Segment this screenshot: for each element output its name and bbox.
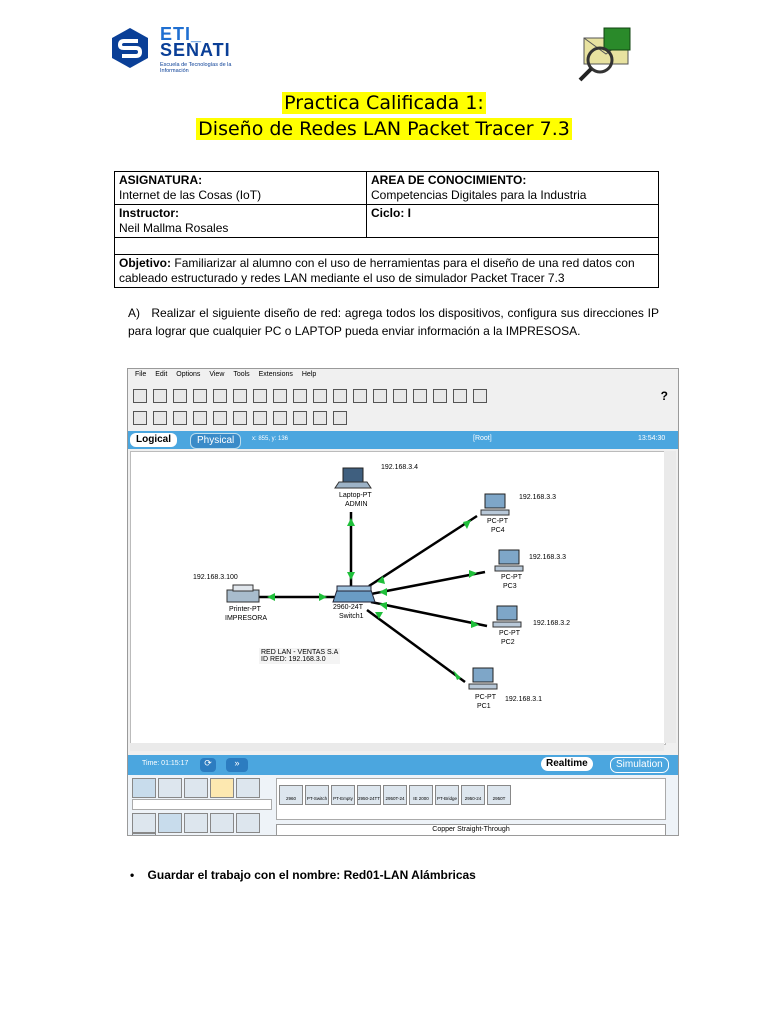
empty-row xyxy=(115,238,659,255)
menu-file[interactable]: File xyxy=(135,371,147,378)
page-title-line1: Practica Calificada 1: xyxy=(284,92,484,114)
laptop-name: ADMIN xyxy=(345,501,368,508)
printer-ip: 192.168.3.100 xyxy=(193,574,238,581)
device-panel xyxy=(128,775,678,835)
asignatura-cell xyxy=(115,172,367,205)
security-icon[interactable] xyxy=(236,813,260,833)
link-pc3 xyxy=(371,572,485,594)
drawing-palette-icon[interactable] xyxy=(393,389,407,403)
printer-name: IMPRESORA xyxy=(225,615,268,622)
main-toolbar xyxy=(130,385,679,405)
device-subcategory-row xyxy=(132,813,272,831)
menu-view[interactable]: View xyxy=(209,371,225,378)
custom-device-icon[interactable] xyxy=(413,389,427,403)
notes-icon[interactable] xyxy=(433,389,447,403)
pc1-ip: 192.168.3.1 xyxy=(505,696,542,703)
printer-type: Printer-PT xyxy=(229,606,261,613)
new-file-icon[interactable] xyxy=(133,389,147,403)
ciclo-label: Ciclo: I xyxy=(371,206,412,220)
components-icon[interactable] xyxy=(184,778,208,798)
edit-toolbar xyxy=(130,407,679,427)
instructor-cell xyxy=(115,205,367,238)
add-complex-pdu-icon[interactable] xyxy=(333,411,347,425)
misc-icon[interactable] xyxy=(236,778,260,798)
laptop-icon xyxy=(335,468,371,488)
pc1-icon xyxy=(469,668,497,689)
info-table xyxy=(114,171,659,288)
horizontal-scrollbar[interactable] xyxy=(130,743,664,751)
print-icon[interactable] xyxy=(213,389,227,403)
clock: 13:54:30 xyxy=(638,435,666,442)
printer-icon xyxy=(227,585,259,602)
model-2960[interactable]: 2960 xyxy=(279,785,303,805)
note-line2: ID RED: 192.168.3.0 xyxy=(261,656,326,663)
logo-subtitle: Escuela de Tecnologías de la Información xyxy=(160,62,232,74)
copy-icon[interactable] xyxy=(253,389,267,403)
pc3-type: PC-PT xyxy=(501,574,522,581)
pc1-type: PC-PT xyxy=(475,694,496,701)
switch-name: Switch1 xyxy=(339,613,364,620)
pc3-name: PC3 xyxy=(503,583,517,590)
packet-tracer-window xyxy=(127,368,679,836)
model-2950t[interactable]: 2950T xyxy=(487,785,511,805)
senati-logo xyxy=(108,22,248,84)
switches-icon[interactable] xyxy=(158,813,182,833)
area-value: Competencias Digitales para la Industria xyxy=(371,188,587,202)
model-2950t-24[interactable]: 2950T-24 xyxy=(383,785,407,805)
network-devices-icon[interactable] xyxy=(132,778,156,798)
switch-models-row xyxy=(279,785,513,805)
rectangle-icon[interactable] xyxy=(253,411,267,425)
ciclo-cell xyxy=(367,205,659,238)
area-cell xyxy=(367,172,659,205)
menu-tools[interactable]: Tools xyxy=(233,371,250,378)
page-title-line2: Diseño de Redes LAN Packet Tracer 7.3 xyxy=(198,118,570,140)
pc3-ip: 192.168.3.3 xyxy=(529,554,566,561)
workspace-bar xyxy=(128,431,678,449)
resize-icon[interactable] xyxy=(193,411,207,425)
senati-logo-icon xyxy=(108,26,152,70)
simulation-button[interactable]: Simulation xyxy=(610,757,669,773)
note-line1: RED LAN - VENTAS S.A xyxy=(261,649,339,656)
topology-diagram xyxy=(131,452,665,744)
logo-line2: SENATI xyxy=(160,40,231,60)
model-pt-empty[interactable]: PT-Empty xyxy=(331,785,355,805)
pc4-name: PC4 xyxy=(491,527,505,534)
switch-icon xyxy=(333,586,375,602)
asignatura-value: Internet de las Cosas (IoT) xyxy=(119,188,262,202)
laptop-ip: 192.168.3.4 xyxy=(381,464,418,471)
menu-help[interactable]: Help xyxy=(301,371,317,378)
pc4-type: PC-PT xyxy=(487,518,508,525)
save-instruction-text: Guardar el trabajo con el nombre: Red01-LAN Alámbricas xyxy=(147,868,476,882)
pc3-icon xyxy=(495,550,523,571)
routers-icon[interactable] xyxy=(132,813,156,833)
sim-time: Time: 01:15:17 xyxy=(142,760,189,767)
cable-type-label: Copper Straight-Through xyxy=(276,824,666,836)
logical-canvas[interactable] xyxy=(130,451,666,745)
save-instruction xyxy=(130,868,476,882)
cloud-icon[interactable] xyxy=(473,389,487,403)
power-cycle-icon[interactable]: ⟳ xyxy=(200,758,216,772)
pc2-icon xyxy=(493,606,521,627)
menu-edit[interactable]: Edit xyxy=(155,371,168,378)
instruction-paragraph xyxy=(128,304,659,340)
objetivo-label: Objetivo: xyxy=(119,256,172,270)
device-category-row xyxy=(132,778,272,796)
line-icon[interactable] xyxy=(233,411,247,425)
inspect-icon[interactable] xyxy=(153,411,167,425)
model-ie-2000[interactable]: IE 2000 xyxy=(409,785,433,805)
pc2-type: PC-PT xyxy=(499,630,520,637)
paste-icon[interactable] xyxy=(273,389,287,403)
end-devices-icon[interactable] xyxy=(158,778,182,798)
realtime-button[interactable]: Realtime xyxy=(541,757,593,771)
laptop-type: Laptop-PT xyxy=(339,492,372,499)
model-pt-bridge[interactable]: PT-Bridge xyxy=(435,785,459,805)
instruction-text: Realizar el siguiente diseño de red: agrega todos los dispositivos, configura sus direcciones IP para lograr que cualquier PC o LAPTOP pueda enviar información a la IMPRESOSA. xyxy=(128,306,659,338)
link-pc1 xyxy=(367,610,465,682)
objetivo-text: Familiarizar al alumno con el uso de herramientas para el diseño de una red datos con cableado estructurado y redes LAN mediante el uso de simulador Packet Tracer 7.3 xyxy=(119,256,635,285)
cursor-coords: x: 855, y: 136 xyxy=(252,436,289,442)
pc4-ip: 192.168.3.3 xyxy=(519,494,556,501)
pc2-ip: 192.168.3.2 xyxy=(533,620,570,627)
link-pc2 xyxy=(371,602,487,626)
bullet-glyph: • xyxy=(130,868,135,882)
vertical-scrollbar[interactable] xyxy=(664,451,676,743)
connections-icon[interactable] xyxy=(210,778,234,798)
objetivo-cell xyxy=(115,255,659,288)
freeform-icon[interactable] xyxy=(293,411,307,425)
pc1-name: PC1 xyxy=(477,703,491,710)
redo-icon[interactable] xyxy=(313,389,327,403)
wizard-icon[interactable] xyxy=(233,389,247,403)
network-note xyxy=(259,648,340,664)
ellipse-icon[interactable] xyxy=(273,411,287,425)
zoom-reset-icon[interactable] xyxy=(353,389,367,403)
viewport-icon[interactable] xyxy=(453,389,467,403)
switch-type: 2960-24T xyxy=(333,604,363,611)
open-folder-icon[interactable] xyxy=(153,389,167,403)
tab-logical[interactable]: Logical xyxy=(130,433,177,447)
save-as-icon[interactable] xyxy=(193,389,207,403)
instructor-label: Instructor: xyxy=(119,206,179,220)
zoom-out-icon[interactable] xyxy=(373,389,387,403)
zoom-in-icon[interactable] xyxy=(333,389,347,403)
menu-extensions[interactable]: Extensions xyxy=(258,371,293,378)
add-simple-pdu-icon[interactable] xyxy=(313,411,327,425)
pc4-icon xyxy=(481,494,509,515)
menu-bar xyxy=(128,371,678,385)
menu-options[interactable]: Options xyxy=(176,371,201,378)
switch-models-list xyxy=(276,778,666,820)
undo-icon[interactable] xyxy=(293,389,307,403)
model-2950-24[interactable]: 2950-24 xyxy=(461,785,485,805)
help-icon[interactable]: ? xyxy=(660,389,668,403)
wan-emulation-icon[interactable] xyxy=(132,833,156,836)
instruction-marker: A) xyxy=(128,306,140,320)
save-icon[interactable] xyxy=(173,389,187,403)
logo-line1: ETI_ xyxy=(160,24,203,44)
category-label-box xyxy=(132,799,272,810)
area-label: AREA DE CONOCIMIENTO: xyxy=(371,173,527,187)
tab-physical[interactable]: Physical xyxy=(190,433,241,449)
root-label[interactable]: [Root] xyxy=(473,435,492,442)
note-icon[interactable] xyxy=(213,411,227,425)
hubs-icon[interactable] xyxy=(184,813,208,833)
instructor-value: Neil Mallma Rosales xyxy=(119,221,229,235)
model-pt-switch[interactable]: PT-Switch xyxy=(305,785,329,805)
asignatura-label: ASIGNATURA: xyxy=(119,173,203,187)
delete-icon[interactable] xyxy=(173,411,187,425)
wireless-icon[interactable] xyxy=(210,813,234,833)
model-2950-24tt[interactable]: 2950-24TT xyxy=(357,785,381,805)
fast-forward-icon[interactable]: » xyxy=(226,758,248,772)
time-bar xyxy=(128,755,678,775)
mail-magnifier-icon xyxy=(578,24,642,82)
select-icon[interactable] xyxy=(133,411,147,425)
pc2-name: PC2 xyxy=(501,639,515,646)
